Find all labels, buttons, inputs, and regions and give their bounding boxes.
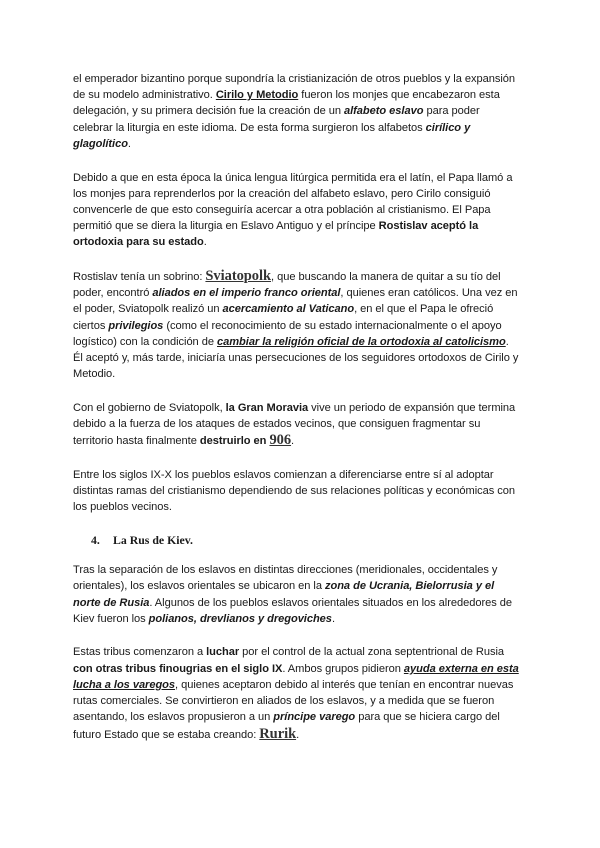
term-pueblos: polianos, drevlianos y dregoviches [148,612,332,625]
paragraph-separacion: Tras la separación de los eslavos en distintas direcciones (meridionales, occidentales y orientales), los eslavos orientales se ubicaron en la zona de Ucrania, Bielorrusia y el norte de Rusia. Algunos de los pueblos eslavos orientales situados en los alrededores de Kiev fueron los polianos, drevlianos y dregoviches. [73,564,512,625]
name-sviatopolk: Sviatopolk [205,268,272,285]
term-destruirlo: destruirlo en [199,435,270,448]
term-acercamiento: acercamiento al Vaticano [222,303,355,316]
term-luchar: luchar [206,646,240,659]
paragraph-sviatopolk: Rostislav tenía un sobrino: Sviatopolk, que buscando la manera de quitar a su tío del poder, encontró aliados en el imperio franco oriental, quienes eran católicos. Una vez en el poder, Sviatopolk realizó un acercamiento al Vaticano, en el que el Papa le ofreció ciertos privilegios (como el reconocimiento de su estado internacionalmente o el apoyo logístico) con la condición de cambiar la religión oficial de la ortodoxia al catolicismo. Él aceptó y, más tarde, iniciaría unas persecuciones de los seguidores ortodoxos de Cirilo y Metodio. [73,268,519,381]
term-principe-varego: príncipe varego [273,711,356,724]
term-cirilo-metodio: Cirilo y Metodio [215,89,299,102]
paragraph-latin: Debido a que en esta época la única lengua litúrgica permitida era el latín, el Papa llamó a los monjes para reprenderlos por la creación del alfabeto eslavo, pero Cirilo consiguió convencerle de que esto conseguiría acercar a otra población al cristianismo. El Papa permitió que se diera la liturgia en Eslavo Antiguo y el príncipe Rostislav aceptó la ortodoxia para su estado. [73,171,513,249]
paragraph-tribus: Estas tribus comenzaron a luchar por el control de la actual zona septentrional de Rusia con otras tribus finougrias en el siglo IX. Ambos grupos pidieron ayuda externa en esta lucha a los varegos, quienes aceptaron debido al interés que tenían en encontrar nuevas rutas comerciales. Se convirtieron en aliados de los eslavos, y a medida que se fueron asentando, los eslavos propusieron a un príncipe varego para que se hiciera cargo del futuro Estado que se estaba creando: Rurik. [73,646,519,742]
term-ayuda-externa: ayuda externa en esta lucha a los varegos [73,662,519,691]
paragraph-gran-moravia: Con el gobierno de Sviatopolk, la Gran Moravia vive un periodo de expansión que termina debido a la fuerza de los ataques de estados vecinos, que consiguen fragmentar su territorio hasta finalmente destruirlo en 906. [73,401,516,449]
section-number: 4. [91,533,100,548]
term-zona: zona de Ucrania, Bielorrusia y el norte de Rusia [73,580,495,609]
term-alfabetos: cirílico y glagolítico [73,121,471,150]
term-finougrias: con otras tribus finougrias en el siglo IX [73,662,283,675]
term-alfabeto-eslavo: alfabeto eslavo [344,105,424,118]
term-aliados: aliados en el imperio franco oriental [152,287,341,300]
section-heading [73,533,520,548]
year-906: 906 [269,432,292,449]
name-rurik: Rurik [259,725,297,742]
term-cambiar-religion: cambiar la religión oficial de la ortodoxia al catolicismo [217,335,506,348]
term-gran-moravia: la Gran Moravia [225,401,309,414]
section-title: La Rus de Kiev. [113,533,193,548]
term-privilegios: privilegios [108,319,164,332]
paragraph-siglos: Entre los siglos IX-X los pueblos eslavos comienzan a diferenciarse entre sí al adoptar distintas ramas del cristianismo dependiendo de sus relaciones políticas y económicas con los pueblos vecinos. [73,469,515,514]
term-rostislav-ortodoxia: Rostislav aceptó la ortodoxia para su estado [73,220,479,249]
paragraph-cirilo-metodio: el emperador bizantino porque supondría la cristianización de otros pueblos y la expansión de su modelo administrativo. Cirilo y Metodio fueron los monjes que encabezaron esta delegación, y su primera decisión fue la creación de un alfabeto eslavo para poder celebrar la liturgia en este idioma. De esta forma surgieron los alfabetos cirílico y glagolítico. [73,73,515,150]
